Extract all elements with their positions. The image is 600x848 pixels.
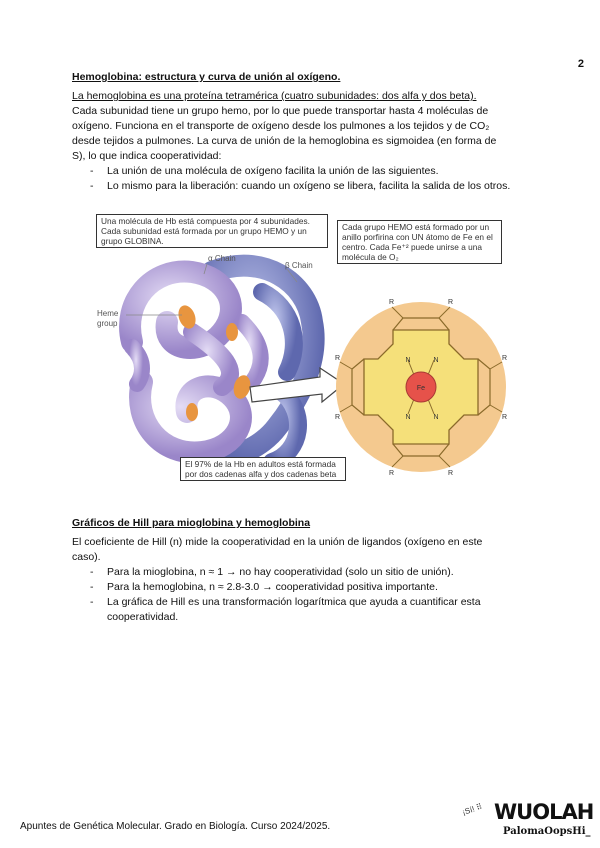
cooperativity-list [72, 164, 532, 194]
r-group-label: R [448, 470, 454, 477]
list-item: - Para la hemoglobina, n ≈ 2.8-3.0 → cooperatividad positiva importante. [72, 580, 532, 595]
paragraph-line: S), lo que indica cooperatividad: [72, 150, 222, 162]
nitrogen-label: N [433, 357, 439, 364]
author-username[interactable]: PalomaOopsHi_ [503, 826, 591, 837]
heme-ring-diagram [335, 299, 507, 477]
nitrogen-label: N [405, 414, 411, 421]
nitrogen-label: N [433, 414, 439, 421]
hill-list [72, 565, 532, 625]
wuolah-logo[interactable]: WUOLAH [494, 800, 594, 824]
caption-heme-group: Cada grupo HEMO está formado por un anillo porfirina con UN átomo de Fe en el centro. Cada Fe⁺² puede unirse a una molécula de O₂ [337, 220, 502, 264]
r-group-label: R [448, 299, 454, 306]
list-item: - Lo mismo para la liberación: cuando un oxígeno se libera, facilita la salida de los otros. [72, 179, 532, 194]
r-group-label: R [502, 355, 508, 362]
page-number: 2 [577, 58, 584, 70]
hemoglobin-figure [92, 212, 512, 494]
r-group-label: R [389, 470, 395, 477]
section-hill [72, 516, 532, 625]
paragraph-line: Cada subunidad tiene un grupo hemo, por lo que puede transportar hasta 4 moléculas de [72, 105, 489, 117]
r-group-label: R [389, 299, 395, 306]
paragraph-line: desde tejidos a pulmones. La curva de unión de la hemoglobina es sigmoidea (en forma de [72, 135, 497, 147]
caption-subunits: Una molécula de Hb está compuesta por 4 subunidades. Cada subunidad está formada por un grupo HEMO y un grupo GLOBINA. [96, 214, 328, 248]
footer-text: Apuntes de Genética Molecular. Grado en Biología. Curso 2024/2025. [20, 821, 331, 832]
section-title-hemoglobina: Hemoglobina: estructura y curva de unión al oxígeno. [72, 71, 341, 83]
section-title-hill: Gráficos de Hill para mioglobina y hemoglobina [72, 517, 311, 529]
iron-label: Fe [416, 385, 426, 392]
intro-underlined: La hemoglobina es una proteína tetramérica (cuatro subunidades: dos alfa y dos beta). [72, 90, 477, 102]
paragraph-line: oxígeno. Funciona en el transporte de oxígeno desde los pulmones a los tejidos y de CO₂ [72, 120, 490, 132]
r-group-label: R [335, 355, 341, 362]
caption-adult-hb: El 97% de la Hb en adultos está formada por dos cadenas alfa y dos cadenas beta [180, 457, 346, 481]
paragraph-line: caso). [72, 551, 101, 563]
list-item: - La gráfica de Hill es una transformación logarítmica que ayuda a cuantificar esta cooperatividad. [72, 595, 532, 625]
list-item: - La unión de una molécula de oxígeno facilita la unión de las siguientes. [72, 164, 532, 179]
list-item: - Para la mioglobina, n ≈ 1 → no hay cooperatividad (solo un sitio de unión). [72, 565, 532, 580]
beta-chain-label: β Chain [285, 261, 313, 270]
section-hemoglobina [72, 70, 532, 194]
heme-group-label: Heme group [97, 309, 119, 328]
alpha-chain-label: α Chain [208, 254, 236, 263]
alpha-chain-shape [130, 272, 261, 453]
r-group-label: R [335, 414, 341, 421]
paragraph-line: El coeficiente de Hill (n) mide la cooperatividad en la unión de ligandos (oxígeno en este [72, 536, 483, 548]
nitrogen-label: N [405, 357, 411, 364]
r-group-label: R [502, 414, 508, 421]
handwritten-doodle: ¡Sí! ⠿ [461, 802, 484, 817]
